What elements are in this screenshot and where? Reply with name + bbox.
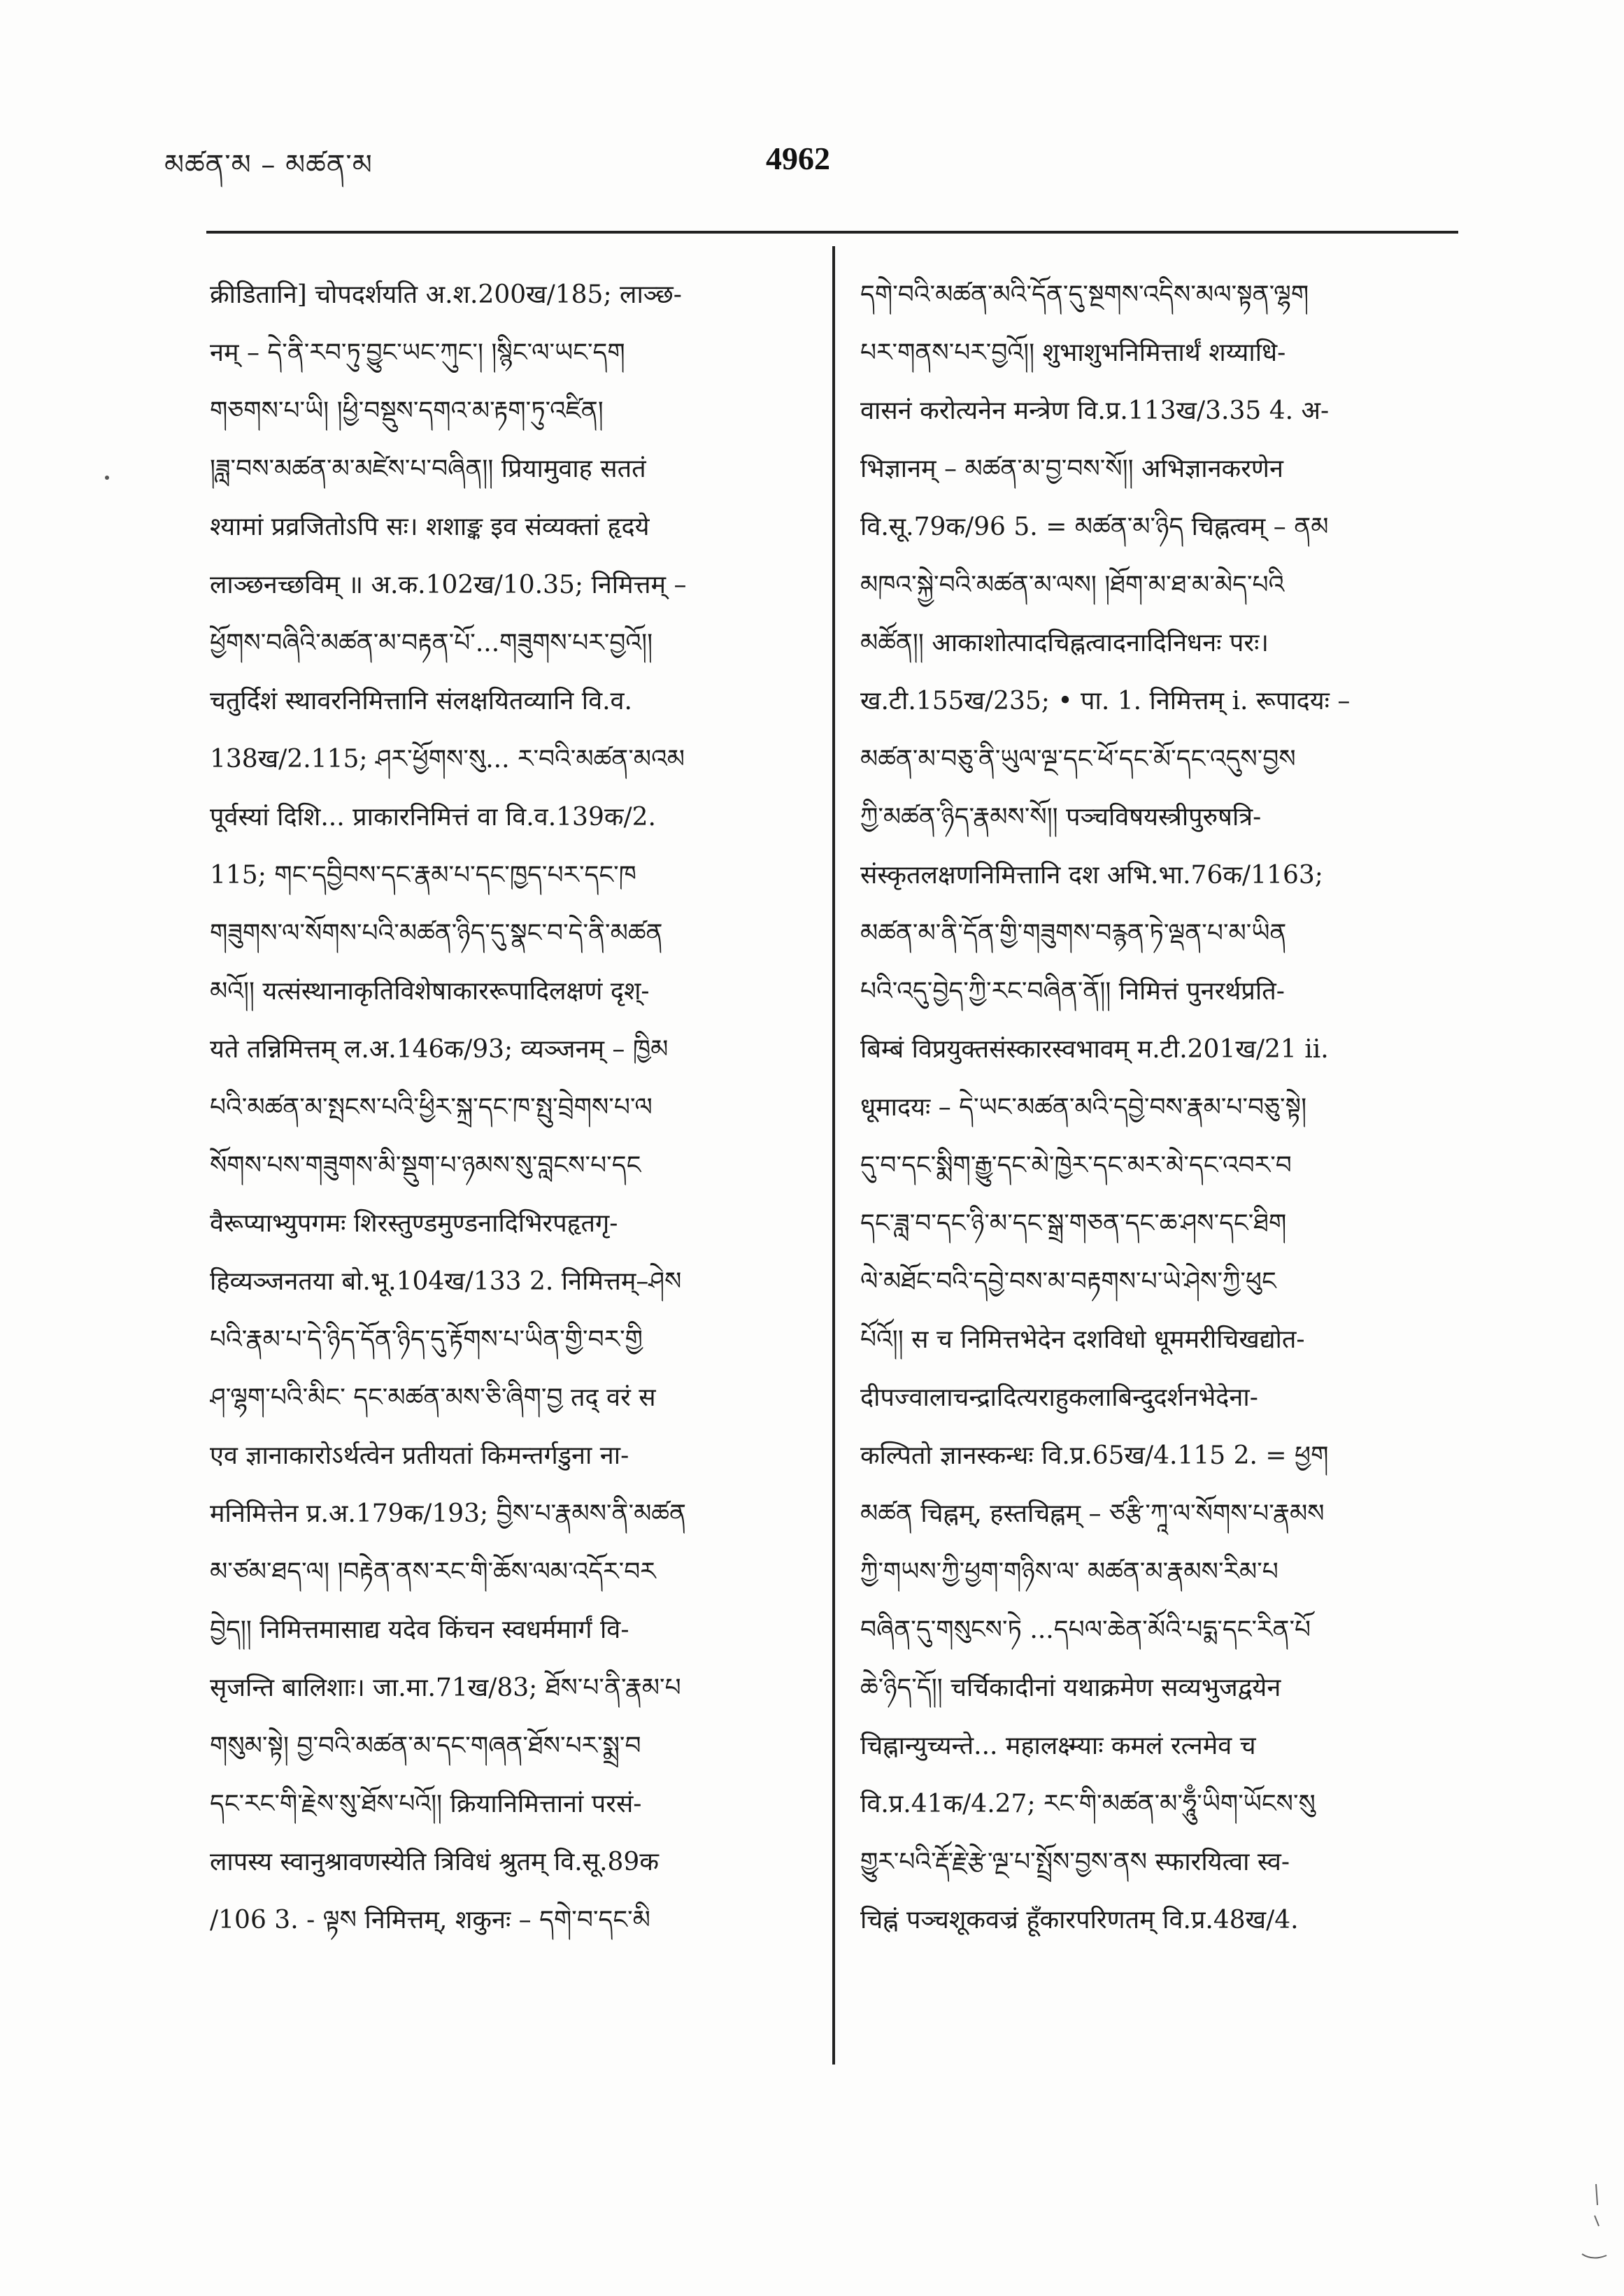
page-number: 4962	[766, 141, 830, 176]
right-line: वि.सू.79क/96 5. = མཚན་མ་ཉིད चिह्नत्वम् – ནམ	[860, 513, 1329, 541]
right-line: དུ་བ་དང་སྨིག་རྒྱུ་དང་མེ་ཁྱེར་དང་མར་མེ་དང་འབར་བ	[860, 1151, 1292, 1180]
left-line: श्यामां प्रव्रजितोऽपि सः। शशाङ्क इव संव्यक्तां हृदये	[210, 513, 650, 541]
right-line: པོའོ།། स च निमित्तभेदेन दशविधो धूममरीचिखद्योत-	[860, 1325, 1305, 1354]
left-line: པའི་མཚན་མ་སྤངས་པའི་ཕྱིར་སྐྲ་དང་ཁ་སྤུ་བྲེགས་པ་ལ	[210, 1093, 653, 1122]
right-line: संस्कृतलक्षणनिमित्तानि दश अभि.भा.76क/1163;	[860, 861, 1323, 890]
left-line: 138ख/2.115; ཤར་ཕྱོགས་སུ... ར་བའི་མཚན་མའམ	[210, 745, 685, 773]
scan-artifact	[1568, 2177, 1610, 2275]
left-line: क्रीडितानि] चोपदर्शयति अ.श.200ख/185; लाञ्छ-	[210, 280, 682, 309]
right-line: ཀྱི་གཡས་ཀྱི་ཕྱག་གཉིས་ལ་ མཚན་མ་རྣམས་རིམ་པ	[860, 1557, 1278, 1586]
left-line: ཤ་ལྷག་པའི་མིང་ དང་མཚན་མས་ཅི་ཞིག་བྱ तद् वरं स	[210, 1383, 656, 1412]
right-line: པར་གནས་པར་བྱའོ།། शुभाशुभनिमित्तार्थं शय्याधि-	[860, 338, 1286, 367]
left-line: /106 3. - ལྟས निमित्तम्, शकुनः – དགེ་བ་དང་མི	[210, 1906, 650, 1934]
right-line: མཁའ་སྐྱེ་བའི་མཚན་མ་ལས། །ཐོག་མ་ཐ་མ་མེད་པའི	[860, 571, 1285, 599]
left-line: མ་ཙམ་ཐད་ལ། །བརྟེན་ནས་རང་གི་ཆོས་ལམ་འདོར་བར	[210, 1557, 656, 1586]
right-line: བཞིན་དུ་གསུངས་ཏེ ...དཔལ་ཆེན་མོའི་པདྨ་དང་རིན་པོ	[860, 1616, 1311, 1644]
right-line: वि.प्र.41क/4.27; རང་གི་མཚན་མ་ཧཱུྃ་ཡིག་ཡོངས་སུ	[860, 1790, 1316, 1818]
left-line: དང་རང་གི་རྗེས་སུ་ཐོས་པའོ།། क्रियानिमित्तानां परसं-	[210, 1790, 642, 1818]
right-line: དང་ཟླ་བ་དང་ཉི་མ་དང་སྒྲ་གཅན་དང་ཆ་ཤས་དང་ཐིག	[860, 1209, 1287, 1238]
right-line: दीपज्वालाचन्द्रादित्यराहुकलाबिन्दुदर्शनभेदेना-	[860, 1383, 1258, 1412]
left-line: हिव्यञ्जनतया बो.भू.104ख/133 2. निमित्तम्–ཤེས	[210, 1267, 682, 1296]
right-line: མཚན་མ་བཅུ་ནི་ཡུལ་ལྔ་དང་ཕོ་དང་མོ་དང་འདུས་བྱས	[860, 745, 1296, 773]
left-line: यते तन्निमित्तम् ल.अ.146क/93; व्यञ्जनम् – ཁྱིམ	[210, 1035, 669, 1064]
left-line: གཅགས་པ་ཡི། །ཕྱི་བསྡུས་དགའ་མ་རྟག་ཏུ་འཛིན།	[210, 397, 604, 425]
right-line: कल्पितो ज्ञानस्कन्धः वि.प्र.65ख/4.115 2. = ཕྱག	[860, 1441, 1329, 1470]
right-line: बिम्बं विप्रयुक्तसंस्कारस्वभावम् म.टी.201ख/21 ii.	[860, 1035, 1329, 1064]
left-line: सृजन्ति बालिशाः। जा.मा.71ख/83; ཐོས་པ་ནི་རྣམ་པ	[210, 1674, 681, 1702]
column-divider	[832, 246, 835, 2065]
right-line: भिज्ञानम् – མཚན་མ་བྱ་བས་སོ།། अभिज्ञानकरणेन	[860, 455, 1283, 483]
left-line: བྱེད།། निमित्तमासाद्य यदेव किंचन स्वधर्ममार्गं वि-	[210, 1616, 629, 1644]
running-header: མཚན་མ – མཚན་མ	[164, 149, 373, 181]
right-line: वासनं करोत्यनेन मन्त्रेण वि.प्र.113ख/3.35 4. अ-	[860, 397, 1330, 425]
left-line: །ཟླ་བས་མཚན་མ་མཛེས་པ་བཞིན།། प्रियामुवाह सततं	[210, 455, 646, 483]
right-line: धूमादयः – དེ་ཡང་མཚན་མའི་དབྱེ་བས་རྣམ་པ་བཅུ་སྟེ།	[860, 1093, 1307, 1122]
right-line: མཚན चिह्नम्, हस्तचिह्नम् – ཙརྩི་ཀཱ་ལ་སོགས་པ་རྣམས	[860, 1499, 1325, 1528]
left-line: གསུམ་སྟེ། བྱ་བའི་མཚན་མ་དང་གཞན་ཐོས་པར་སྨྲ་བ	[210, 1732, 641, 1760]
left-column	[210, 266, 811, 2084]
right-line: མཚོན།། आकाशोत्पादचिह्नत्वादनादिनिधनः परः।	[860, 629, 1269, 657]
right-line: चिह्नं पञ्चशूकवज्रं हूँकारपरिणतम् वि.प्र.48ख/4.	[860, 1906, 1299, 1934]
margin-mark	[105, 476, 109, 480]
right-column	[860, 266, 1455, 2084]
header-rule	[206, 231, 1458, 234]
right-line: ཆེ་ཉིད་དོ།། चर्चिकादीनां यथाक्रमेण सव्यभुजद्वयेन	[860, 1674, 1281, 1702]
left-line: པའི་རྣམ་པ་དེ་ཉིད་དོན་ཉིད་དུ་རྟོགས་པ་ཡིན་གྱི་བར་གྱི	[210, 1325, 643, 1354]
right-line: ख.टी.155ख/235; • पा. 1. निमित्तम् i. रूपादयः –	[860, 687, 1351, 715]
right-line: ལེ་མཐོང་བའི་དབྱེ་བས་མ་བརྟགས་པ་ཡེ་ཤེས་ཀྱི་ཕུང	[860, 1267, 1276, 1296]
left-line: लापस्य स्वानुश्रावणस्येति त्रिविधं श्रुतम् वि.सू.89क	[210, 1848, 659, 1876]
right-line: མཚན་མ་ནི་དོན་གྱི་གཟུགས་བརྙན་ཏེ་ལྡན་པ་མ་ཡིན	[860, 919, 1287, 948]
left-line: མའོ།། यत्संस्थानाकृतिविशेषाकाररूपादिलक्षणं दृश्-	[210, 977, 650, 1006]
left-line: नम् – དེ་ནི་རབ་ཏུ་བྱུང་ཡང་ཀུང་། །སྙིང་ལ་ཡང་དག	[210, 338, 625, 367]
right-line: चिह्नान्युच्यन्ते... महालक्ष्म्याः कमलं रत्नमेव च	[860, 1732, 1256, 1760]
left-line: पूर्वस्यां दिशि... प्राकारनिमित्तं वा वि.व.139क/2.	[210, 803, 656, 832]
left-line: चतुर्दिशं स्थावरनिमित्तानि संलक्षयितव्यानि वि.व.	[210, 687, 632, 715]
left-line: སོགས་པས་གཟུགས་མི་སྡུག་པ་ཉམས་སུ་བླངས་པ་དང	[210, 1151, 641, 1180]
left-line: लाञ्छनच्छविम् ॥ अ.क.102ख/10.35; निमित्तम् –	[210, 571, 687, 599]
right-line: གྱུར་པའི་རྡོ་རྗེ་རྩེ་ལྔ་པ་སྤྲོས་བྱས་ནས स्फारयित्वा स्व-	[860, 1848, 1290, 1876]
right-line: དགེ་བའི་མཚན་མའི་དོན་དུ་སྔགས་འདིས་མལ་སྟན་ལྷག	[860, 280, 1309, 309]
left-line: वैरूप्याभ्युपगमः शिरस्तुण्डमुण्डनादिभिरपहृतगृ-	[210, 1209, 618, 1238]
left-line: मनिमित्तेन प्र.अ.179क/193; བྱིས་པ་རྣམས་ནི་མཚན	[210, 1499, 687, 1528]
right-line: ཀྱི་མཚན་ཉིད་རྣམས་སོ།། पञ्चविषयस्त्रीपुरुषत्रि-	[860, 803, 1262, 832]
left-line: 115; གང་དབྱིབས་དང་རྣམ་པ་དང་ཁྱད་པར་དང་ཁ	[210, 861, 636, 890]
left-line: ཕྱོགས་བཞིའི་མཚན་མ་བརྟན་པོ་...གཟུགས་པར་བྱའོ།།	[210, 629, 653, 657]
right-line: པའི་འདུ་བྱེད་ཀྱི་རང་བཞིན་ནོ།། निमित्तं पुनरर्थप्रति-	[860, 977, 1285, 1006]
left-line: एव ज्ञानाकारोऽर्थत्वेन प्रतीयतां किमन्तर्गडुना ना-	[210, 1441, 629, 1470]
left-line: གཟུགས་ལ་སོགས་པའི་མཚན་ཉིད་དུ་སྣང་བ་དེ་ནི་མཚན	[210, 919, 663, 948]
